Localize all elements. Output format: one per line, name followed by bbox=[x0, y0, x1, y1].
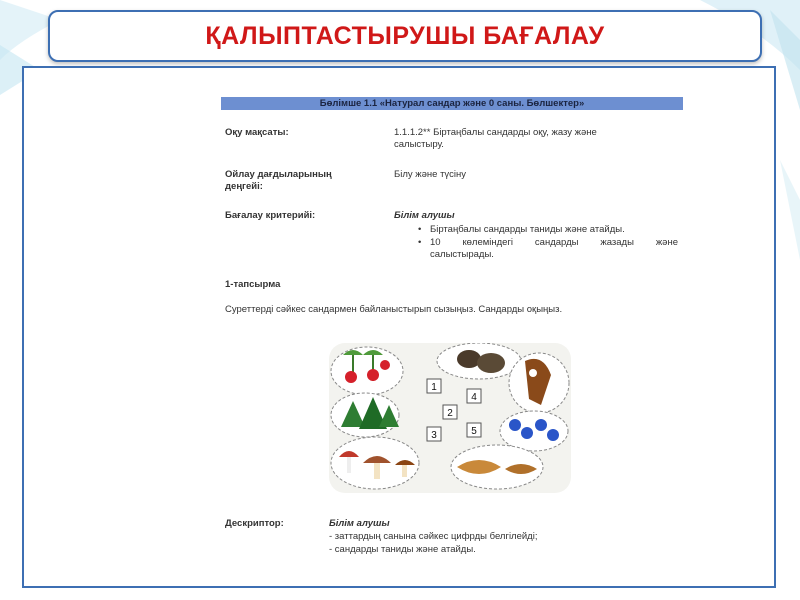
assessment-document bbox=[199, 68, 694, 584]
picture-number-1: 1 bbox=[431, 382, 437, 393]
criteria-bullet-2-line2: салыстырады. bbox=[430, 249, 494, 260]
learning-objective-value-line2: салыстыру. bbox=[394, 139, 444, 150]
descriptor-heading: Білім алушы bbox=[329, 518, 390, 529]
descriptor-label: Дескриптор: bbox=[225, 518, 284, 529]
slide-title: ҚАЛЫПТАСТЫРУШЫ БАҒАЛАУ bbox=[205, 21, 605, 50]
task-title: 1-тапсырма bbox=[225, 279, 281, 290]
assessment-criteria-heading: Білім алушы bbox=[394, 210, 455, 221]
thinking-level-label-line1: Ойлау дағдыларының bbox=[225, 169, 332, 180]
learning-objective-value-line1: 1.1.1.2** Біртаңбалы сандарды оқу, жазу және bbox=[394, 127, 597, 138]
descriptor-line-1: - заттардың санына сәйкес цифрды белгілейді; bbox=[329, 531, 538, 542]
learning-objective-label: Оқу мақсаты: bbox=[225, 127, 289, 138]
picture-number-3: 3 bbox=[431, 430, 437, 441]
criteria-bullet-1: • Біртаңбалы сандарды таниды және атайды. bbox=[430, 224, 625, 236]
matching-picture bbox=[329, 343, 571, 493]
thinking-level-value: Білу және түсіну bbox=[394, 169, 467, 180]
thinking-level-label-line2: деңгейі: bbox=[225, 181, 263, 192]
task-text: Суреттерді сәйкес сандармен байланыстырып сызыңыз. Сандарды оқыңыз. bbox=[225, 304, 563, 315]
picture-number-2: 2 bbox=[447, 408, 453, 419]
content-frame bbox=[22, 66, 776, 588]
descriptor-line-2: - сандарды таниды және атайды. bbox=[329, 544, 476, 555]
picture-number-4: 4 bbox=[471, 392, 477, 403]
picture-number-5: 5 bbox=[471, 426, 477, 437]
section-header: Бөлімше 1.1 «Натурал сандар және 0 саны. Бөлшектер» bbox=[221, 97, 683, 110]
slide-title-box bbox=[48, 10, 762, 62]
assessment-criteria-label: Бағалау критерийі: bbox=[225, 210, 316, 221]
criteria-bullet-2-line1: • 10 көлеміндегі сандарды жазады және bbox=[430, 237, 678, 249]
